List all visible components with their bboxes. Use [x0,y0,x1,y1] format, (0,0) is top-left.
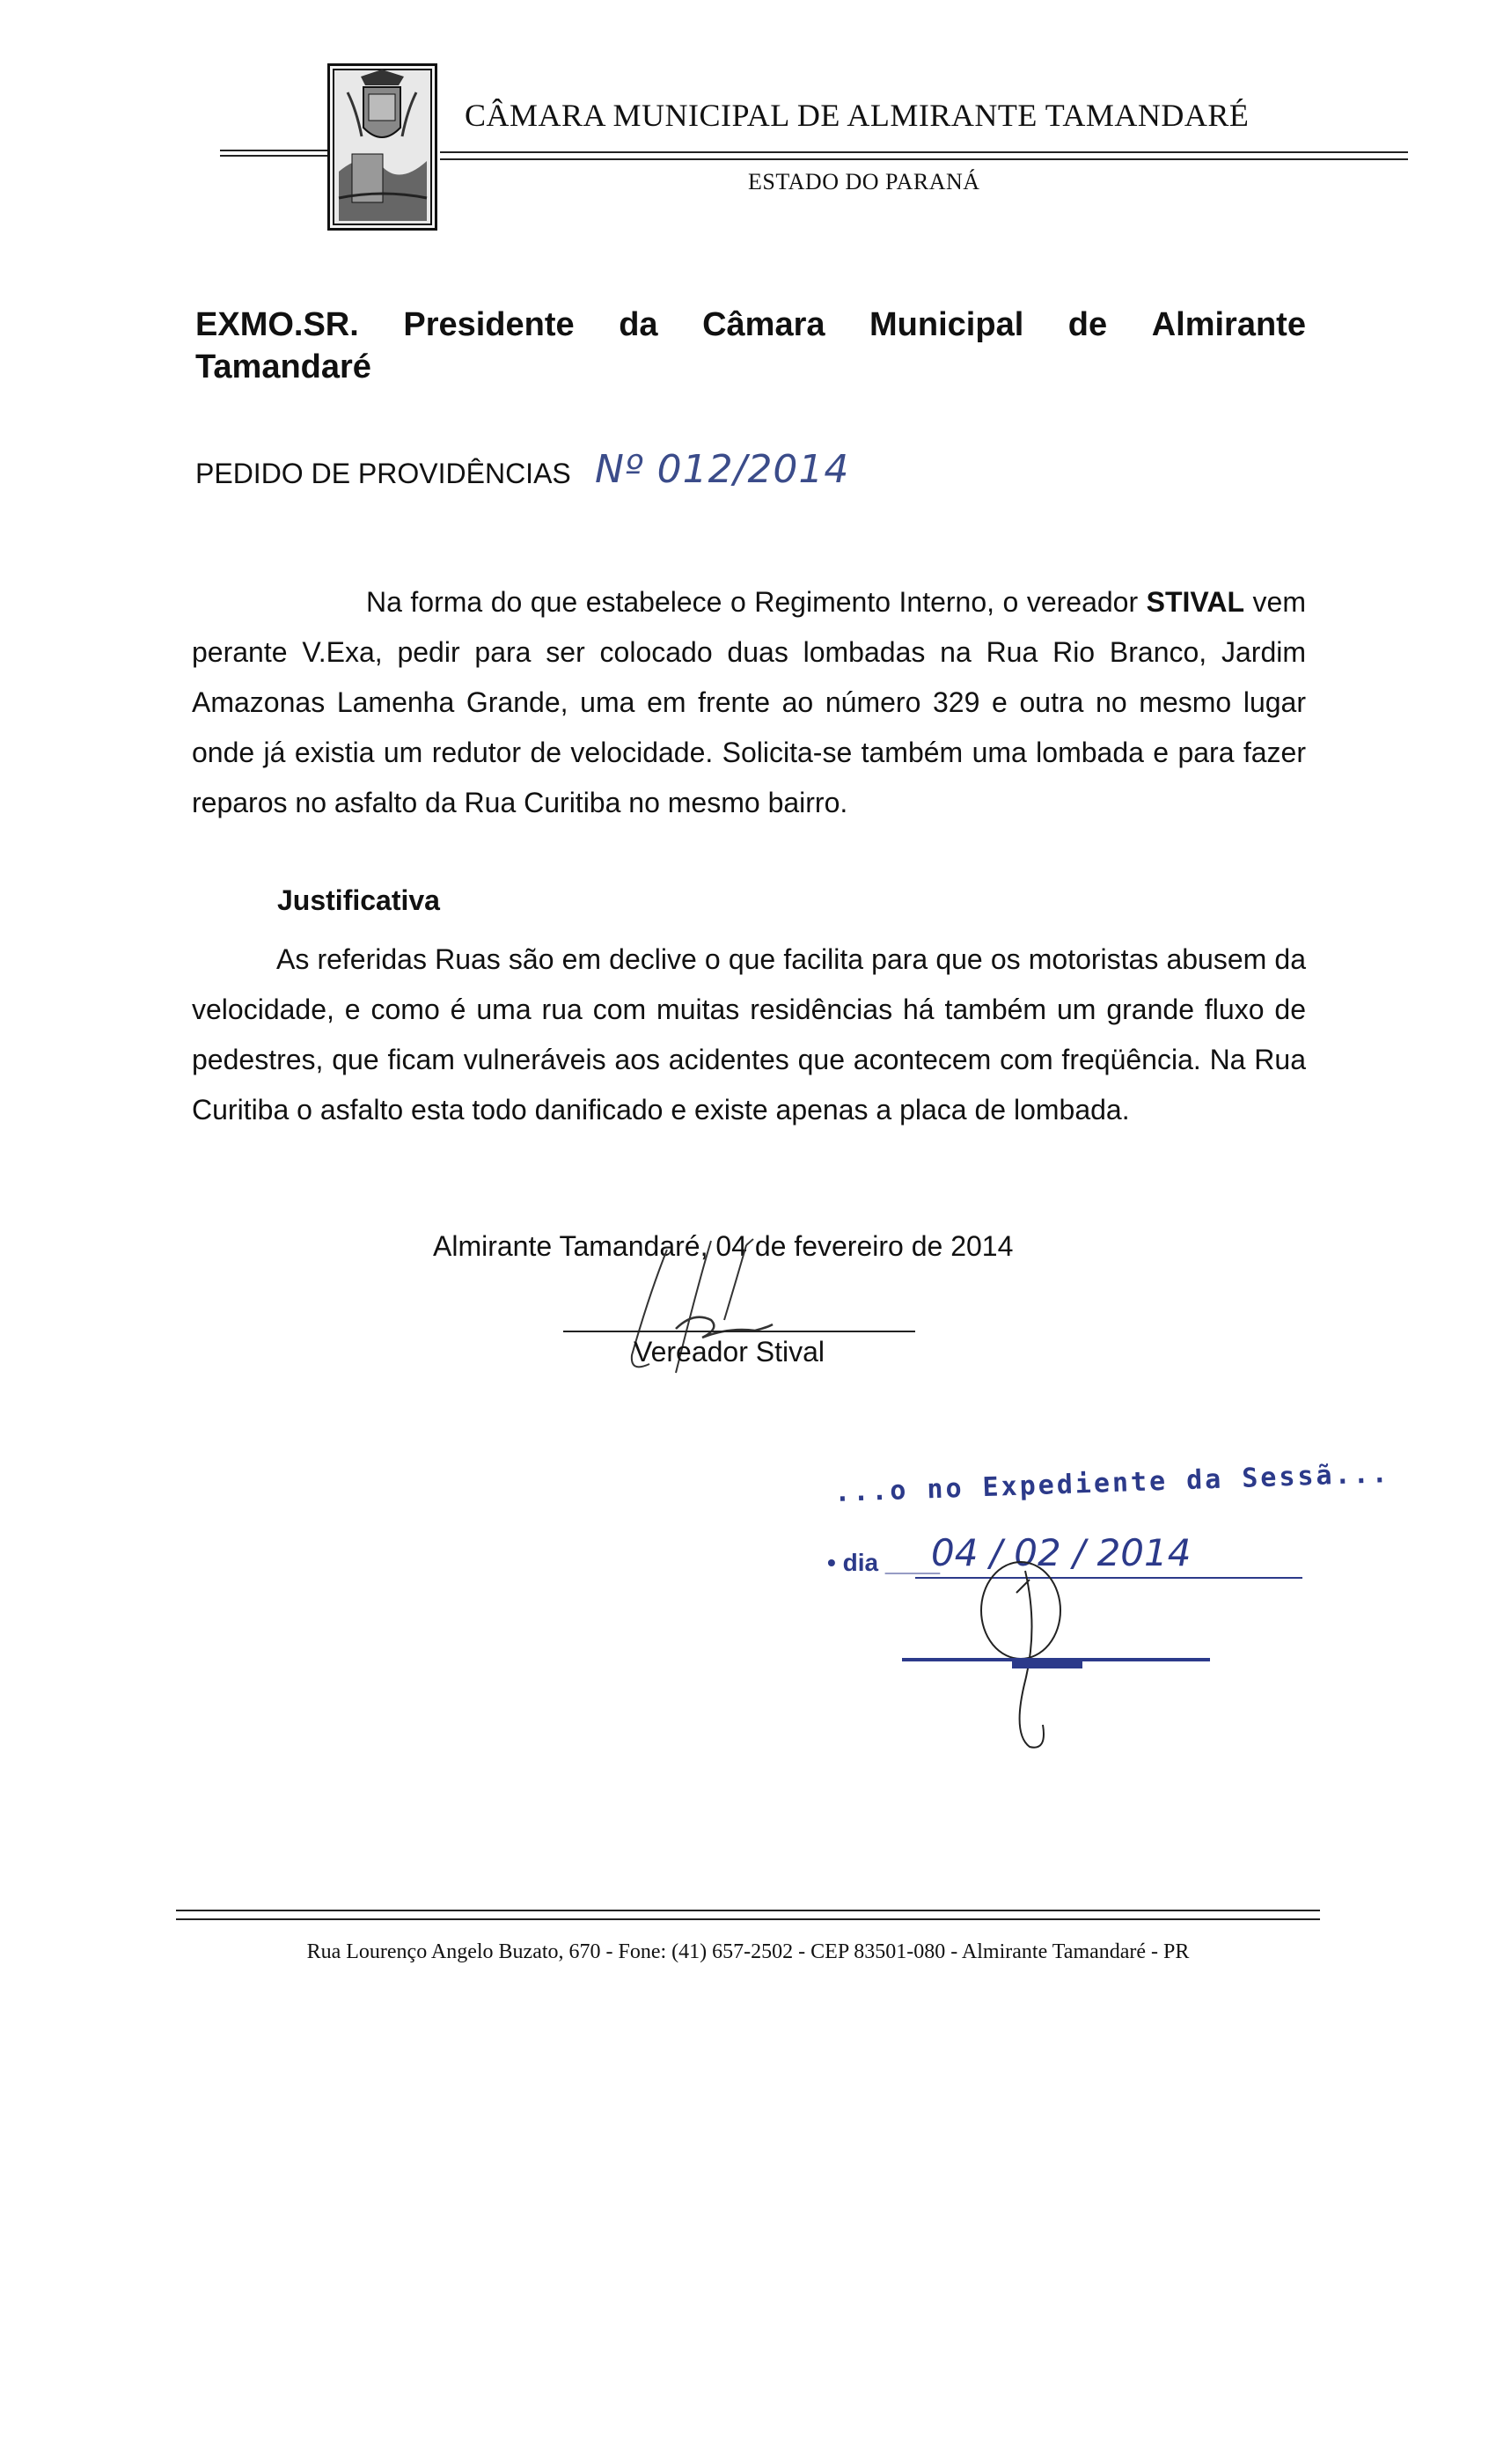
justification-paragraph [192,935,1306,1135]
signature-line [563,1331,915,1332]
crest-drawing [330,66,435,228]
addressee-word: Câmara [702,306,825,343]
councilor-name: STIVAL [1146,586,1245,618]
addressee-salutation: EXMO.SR. [195,306,359,343]
footer-rule-1 [176,1910,1320,1911]
request-number-handwritten: Nº 012/2014 [595,447,850,492]
addressee-word: Presidente [403,306,575,343]
header-rule-left-2 [220,155,327,157]
receipt-stamp-date-handwritten: 04 / 02 / 2014 [931,1531,1192,1574]
stamp-secretary-label [1012,1660,1082,1668]
signer-name: Vereador Stival [634,1336,825,1368]
blank-scan-area [0,2059,1496,2464]
addressee-line [195,306,1306,344]
addressee-word: de [1067,306,1108,343]
header-rule-left [220,150,327,151]
receipt-stamp-dia-label: • dia ____ [827,1549,941,1576]
coat-of-arms-logo [327,63,437,231]
header-rule-right-2 [440,158,1408,160]
body-request-text: vem perante V.Exa, pedir para ser colocado duas lombadas na Rua Rio Branco, Jardim Amazonas Lamenha Grande, uma em frente ao número 329 e outra no mesmo lugar onde já existia um redutor de velocidade. Solicita-se também uma lombada e para fazer reparos no asfalto da Rua Curitiba no mesmo bairro. [192,586,1307,818]
receipt-stamp-text: ...o no Expediente da Sessã... [833,1457,1391,1509]
body-paragraph [192,577,1306,828]
justification-title: Justificativa [277,884,440,916]
place-and-date: Almirante Tamandaré, 04 de fevereiro de 2014 [433,1230,1014,1262]
letterhead-subtitle: ESTADO DO PARANÁ [748,169,980,194]
letterhead-title: CÂMARA MUNICIPAL DE ALMIRANTE TAMANDARÉ [465,98,1250,133]
signature-scrawl [614,1223,843,1399]
addressee-word: Almirante [1151,306,1306,343]
addressee-word: da [619,306,658,343]
justification-text: As referidas Ruas são em declive o que facilita para que os motoristas abusem da velocidade, e como é uma rua com muitas residências há também um grande fluxo de pedestres, que ficam vulneráveis aos acidentes que acontecem com freqüência. Na Rua Curitiba o asfalto esta todo danificado e existe apenas a placa de lombada. [192,943,1306,1126]
addressee-line-2: Tamandaré [195,348,371,385]
addressee-word: Municipal [869,306,1024,343]
footer-rule-2 [176,1918,1320,1920]
body-intro: Na forma do que estabelece o Regimento Interno, o vereador [366,586,1147,618]
header-rule-right [440,151,1408,153]
footer-address: Rua Lourenço Angelo Buzato, 670 - Fone: (41) 657-2502 - CEP 83501-080 - Almirante Tamandaré - PR [306,1940,1190,1963]
request-label: PEDIDO DE PROVIDÊNCIAS [195,458,571,489]
